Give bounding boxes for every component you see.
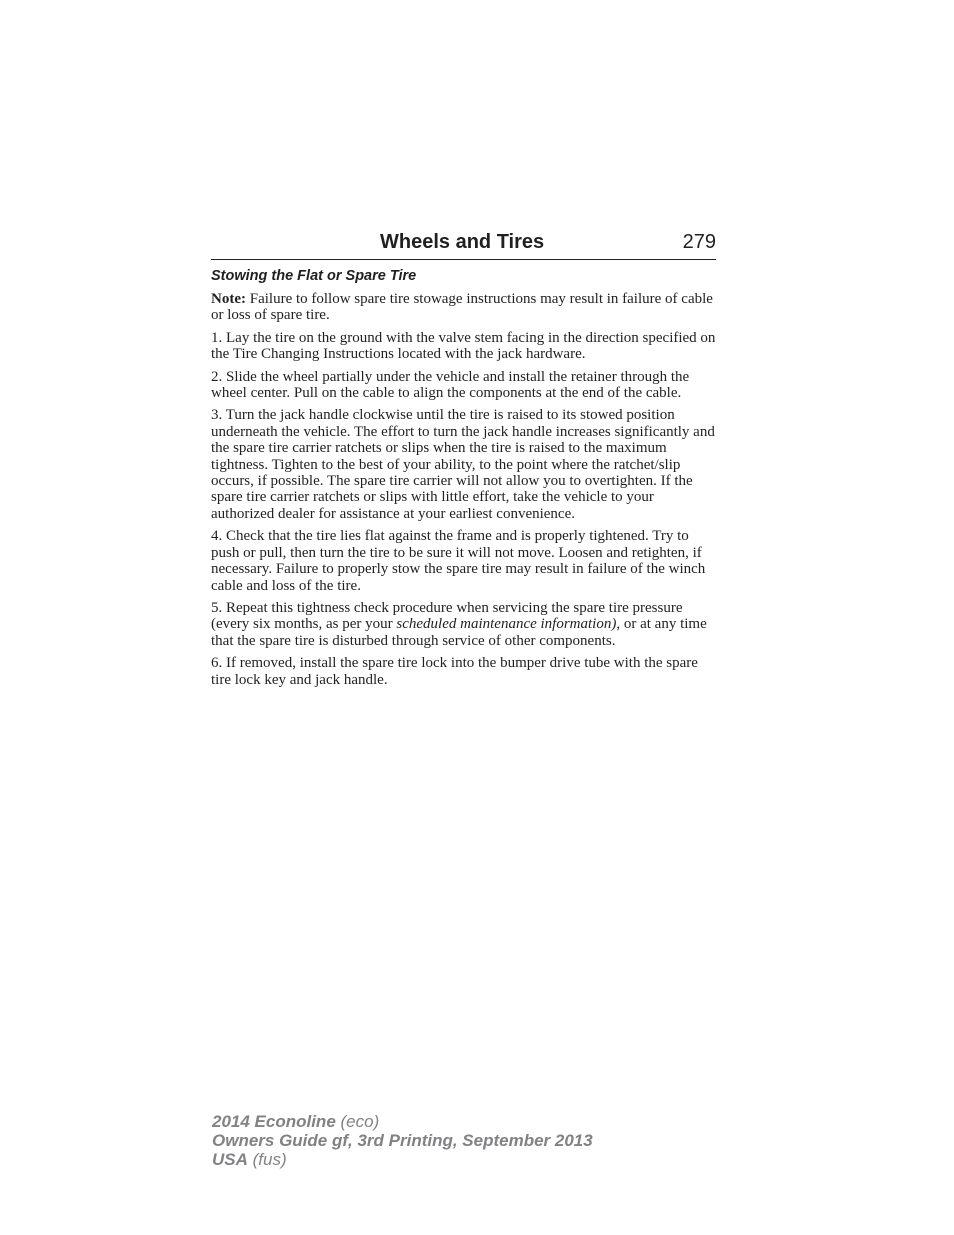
footer-market: USA	[212, 1150, 248, 1169]
step-4: 4. Check that the tire lies flat against the frame and is properly tightened. Try to push or pull, then turn the tire to be sure it will not move. Loosen and retighten, if necessary. Failure to properly stow the spare tire may result in failure of the winch cable and loss of the tire.	[211, 528, 706, 594]
chapter-title: Wheels and Tires	[380, 231, 545, 253]
page-footer	[212, 1112, 593, 1169]
step-2: 2. Slide the wheel partially under the vehicle and install the retainer through the wheel center. Pull on the cable to align the components at the end of the cable.	[211, 368, 690, 402]
footer-line-1	[212, 1112, 593, 1131]
page-header	[211, 229, 716, 260]
cross-reference-link[interactable]: scheduled maintenance information),	[396, 616, 621, 633]
footer-market-code: (fus)	[247, 1150, 287, 1169]
step-1: 1. Lay the tire on the ground with the valve stem facing in the direction specified on the Tire Changing Instructions located with the jack hardware.	[211, 329, 716, 363]
step-5-text-end: or at any time that the spare tire is disturbed through service of other components.	[211, 616, 707, 649]
step-5	[211, 600, 716, 649]
step-5-text-start: 5. Repeat this tightness check procedure when servicing the spare tire pressure (every six months, as per your	[211, 599, 683, 633]
page-number: 279	[682, 231, 716, 253]
note-text: Failure to follow spare tire stowage instructions may result in failure of cable or loss of spare tire.	[211, 291, 713, 324]
page-content	[211, 266, 716, 694]
footer-model: 2014 Econoline	[212, 1112, 336, 1131]
note-paragraph	[211, 291, 716, 324]
footer-model-code: (eco)	[335, 1112, 380, 1131]
footer-line-3	[212, 1150, 593, 1169]
step-6: 6. If removed, install the spare tire lock into the bumper drive tube with the spare tire lock key and jack handle.	[211, 655, 698, 688]
section-title: Stowing the Flat or Spare Tire	[211, 268, 417, 284]
note-label: Note:	[211, 291, 246, 307]
footer-line-2: Owners Guide gf, 3rd Printing, September 2013	[212, 1131, 593, 1150]
step-3: 3. Turn the jack handle clockwise until the tire is raised to its stowed position underneath the vehicle. The effort to turn the jack handle increases significantly and the spare tire carrier ratchets or slips when the tire is raised to the maximum tightness. Tighten to the best of your ability, to the point where the ratchet/slip occurs, if possible. The spare tire carrier will not allow you to overtighten. If the spare tire carrier ratchets or slips with little effort, take the vehicle to your authorized dealer for assistance at your earliest convenience.	[211, 407, 715, 522]
